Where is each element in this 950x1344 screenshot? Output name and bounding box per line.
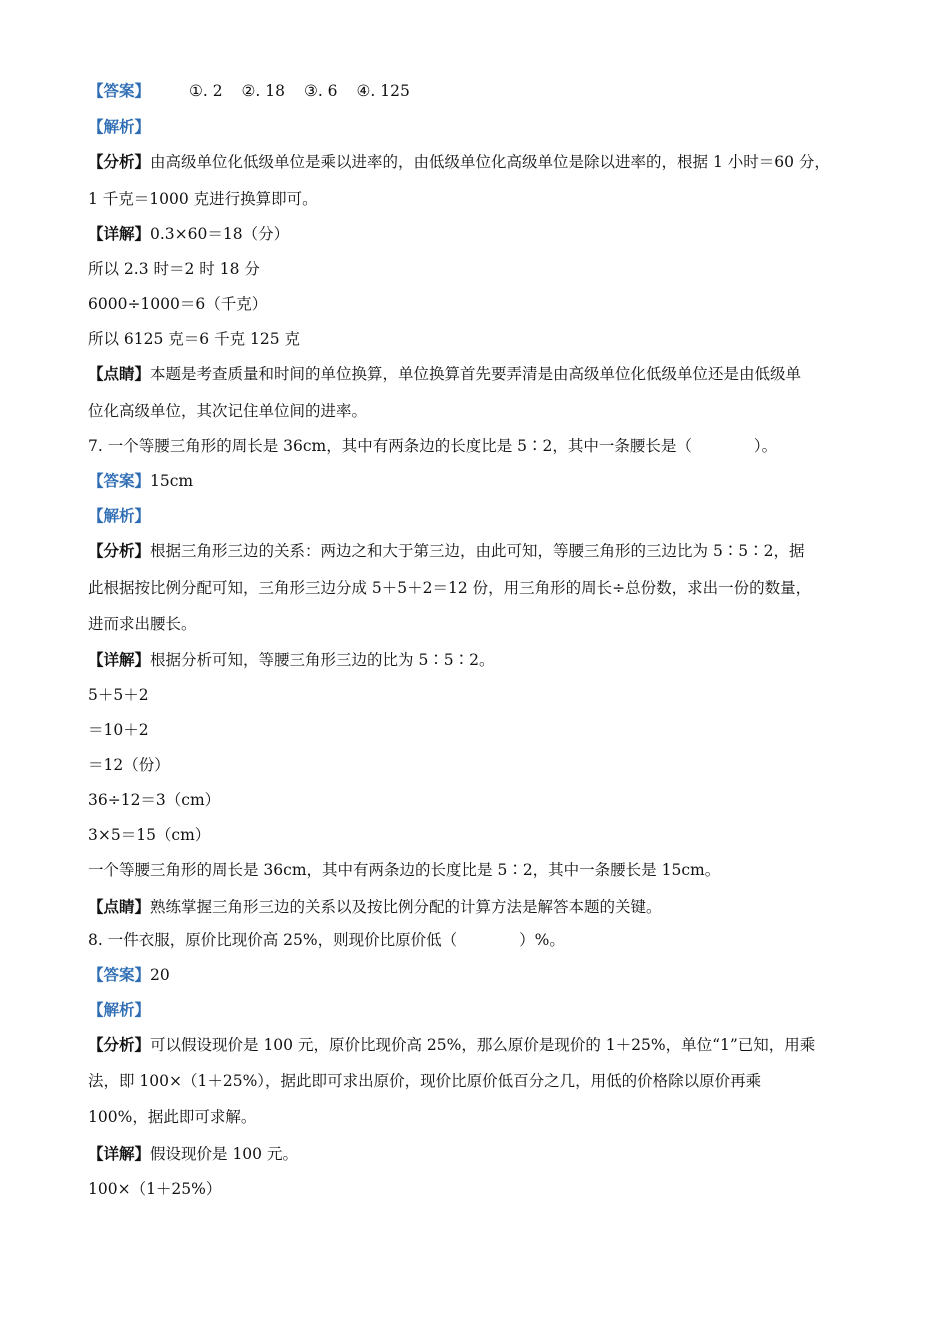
dianjing-text: 熟练掌握三角形三边的关系以及按比例分配的计算方法是解答本题的关键。 (150, 898, 662, 916)
q6-dianjing-line-1 (88, 364, 801, 384)
analysis-tag: 【解析】 (88, 117, 151, 136)
q7-calc-1: 5＋5＋2 (88, 686, 149, 704)
q8-fenxi-line-2: 法，即 100×（1＋25%），据此即可求出原价，现价比原价低百分之几，用低的价格除以原价再乘 (88, 1072, 762, 1090)
q7-dianjing-line (88, 897, 662, 917)
q8-answer-line (88, 965, 170, 985)
q8-xiangjie-line (88, 1144, 298, 1164)
dianjing-tag: 【点睛】 (88, 364, 151, 383)
q7-question: 7. 一个等腰三角形的周长是 36cm，其中有两条边的长度比是 5∶2，其中一条腰长是（ ）。 (88, 437, 778, 455)
fenxi-text: 根据三角形三边的关系：两边之和大于第三边，由此可知，等腰三角形的三边比为 5∶5∶2，据 (150, 542, 805, 560)
xiangjie-text: 0.3×60＝18（分） (150, 225, 290, 243)
dianjing-text: 本题是考查质量和时间的单位换算，单位换算首先要弄清是由高级单位化低级单位还是由低级单 (150, 365, 802, 383)
q6-detail-line-3: 6000÷1000＝6（千克） (88, 295, 268, 313)
xiangjie-text: 根据分析可知，等腰三角形三边的比为 5∶5∶2。 (150, 651, 495, 669)
fenxi-tag: 【分析】 (88, 152, 151, 171)
q8-fenxi-line-3: 100%，据此即可求解。 (88, 1108, 257, 1126)
q7-calc-2: ＝10＋2 (88, 721, 149, 739)
answer-item: ②. 18 (241, 82, 285, 100)
q6-detail-line-2: 所以 2.3 时＝2 时 18 分 (88, 260, 260, 278)
answer-items (189, 82, 424, 100)
xiangjie-tag: 【详解】 (88, 1144, 151, 1163)
answer-item: ③. 6 (303, 82, 338, 100)
answer-tag: 【答案】 (88, 81, 151, 100)
q6-xiangjie-line (88, 224, 289, 244)
fenxi-tag: 【分析】 (88, 541, 151, 560)
answer-value: 15cm (150, 472, 194, 490)
q7-answer-line (88, 471, 193, 491)
analysis-tag: 【解析】 (88, 1000, 151, 1019)
q7-fenxi-line-3: 进而求出腰长。 (88, 615, 197, 633)
fenxi-text: 由高级单位化低级单位是乘以进率的，由低级单位化高级单位是除以进率的，根据 1 小时＝60 分， (150, 153, 830, 171)
fenxi-tag: 【分析】 (88, 1035, 151, 1054)
q6-answer-line (88, 81, 424, 101)
xiangjie-tag: 【详解】 (88, 224, 151, 243)
q7-fenxi-line-1 (88, 541, 805, 561)
q7-calc-4: 36÷12＝3（cm） (88, 791, 221, 809)
xiangjie-tag: 【详解】 (88, 650, 151, 669)
q6-fenxi-line-2: 1 千克＝1000 克进行换算即可。 (88, 190, 318, 208)
q6-dianjing-line-2: 位化高级单位，其次记住单位间的进率。 (88, 402, 368, 420)
answer-item: ④. 125 (356, 82, 410, 100)
xiangjie-text: 假设现价是 100 元。 (150, 1145, 298, 1163)
q7-conclusion: 一个等腰三角形的周长是 36cm，其中有两条边的长度比是 5∶2，其中一条腰长是 15cm。 (88, 861, 721, 879)
q8-fenxi-line-1 (88, 1035, 815, 1055)
q6-fenxi-line-1 (88, 152, 830, 172)
q8-calc-1: 100×（1＋25%） (88, 1180, 222, 1198)
answer-tag: 【答案】 (88, 471, 151, 490)
q7-xiangjie-line (88, 650, 495, 670)
q7-calc-3: ＝12（份） (88, 756, 170, 774)
q7-fenxi-line-2: 此根据按比例分配可知，三角形三边分成 5＋5＋2＝12 份，用三角形的周长÷总份数，求出一份的数量， (88, 579, 812, 597)
answer-item: ①. 2 (188, 82, 223, 100)
dianjing-tag: 【点睛】 (88, 897, 151, 916)
analysis-tag: 【解析】 (88, 506, 151, 525)
fenxi-text: 可以假设现价是 100 元，原价比现价高 25%，那么原价是现价的 1＋25%，单位“1”已知，用乘 (150, 1036, 816, 1054)
q8-question: 8. 一件衣服，原价比现价高 25%，则现价比原价低（ ）%。 (88, 931, 565, 949)
q6-detail-line-4: 所以 6125 克＝6 千克 125 克 (88, 330, 301, 348)
q7-calc-5: 3×5＝15（cm） (88, 826, 211, 844)
answer-value: 20 (150, 966, 170, 984)
answer-tag: 【答案】 (88, 965, 151, 984)
